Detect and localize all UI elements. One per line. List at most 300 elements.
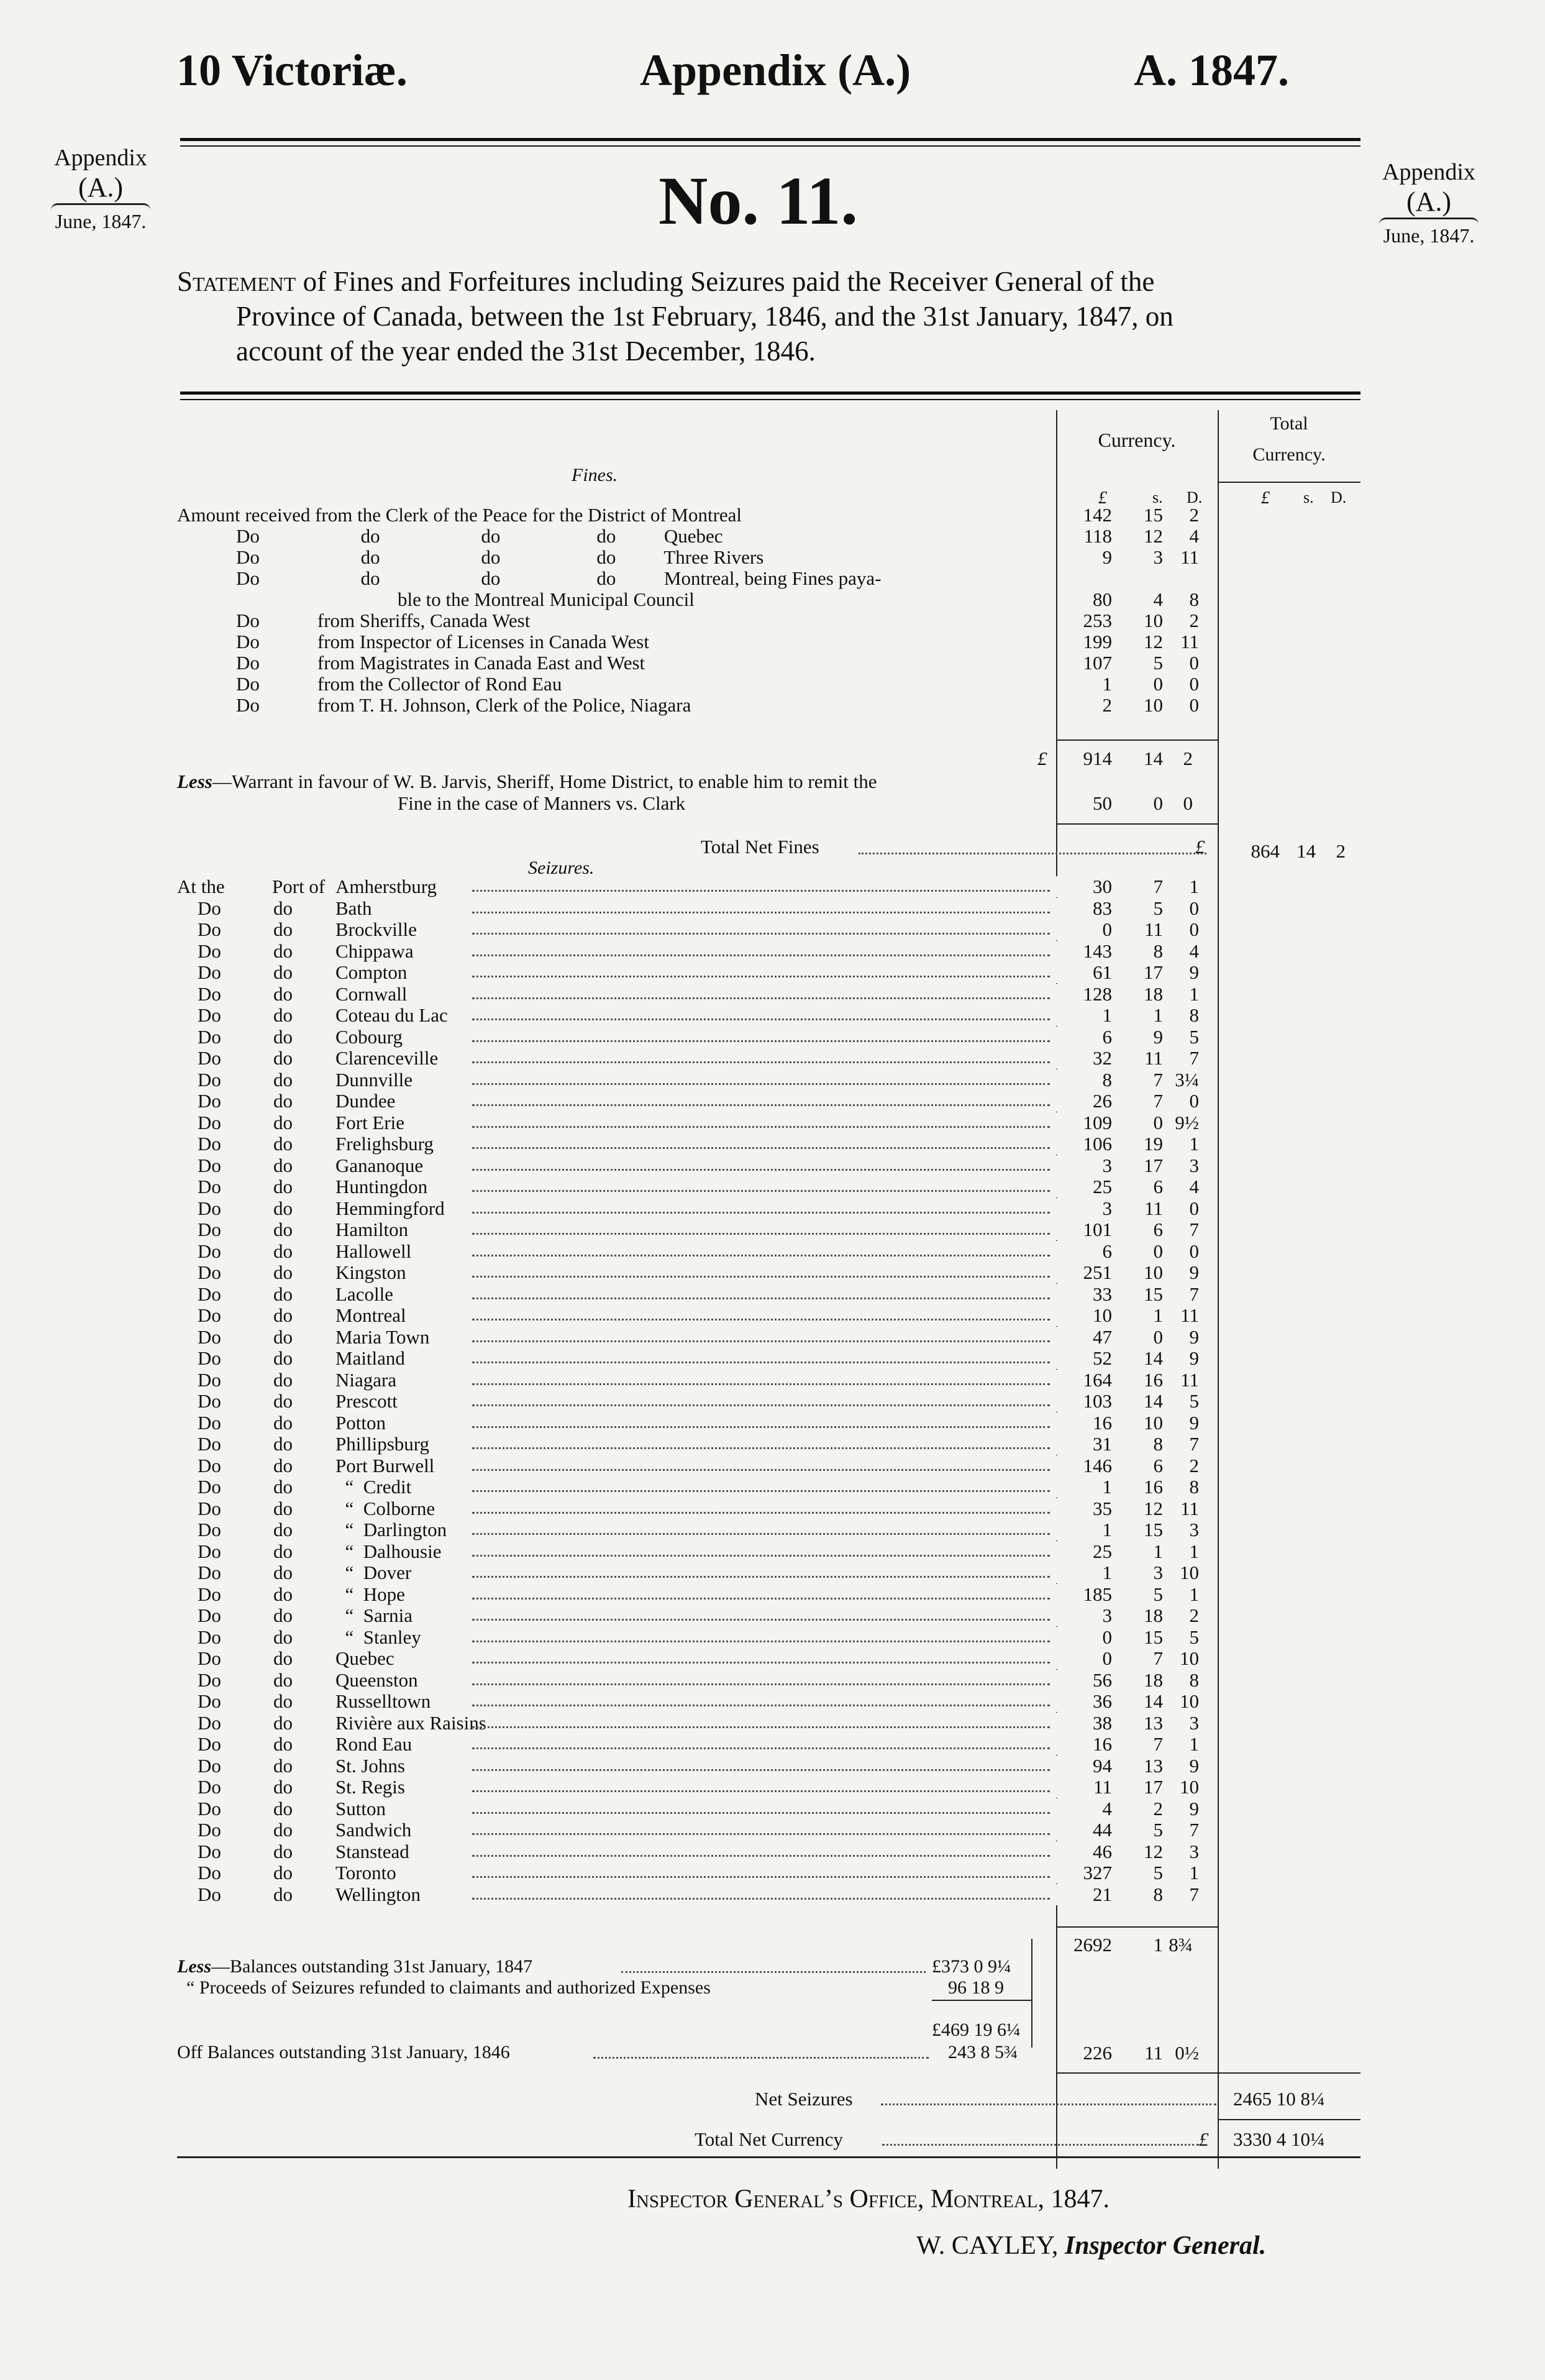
seizure-row-pence: 9 bbox=[1168, 1262, 1199, 1283]
fines-row-pence: 0 bbox=[1189, 652, 1199, 674]
seizure-row-pounds: 0 bbox=[1056, 919, 1112, 940]
seizure-row-port: do bbox=[273, 1498, 293, 1519]
seizure-row bbox=[0, 1862, 1545, 1883]
seizure-row-place: Chippawa bbox=[335, 940, 414, 962]
leader-dots bbox=[472, 1112, 1050, 1128]
seizure-row-prefix: Do bbox=[198, 1433, 221, 1455]
seizure-row-pence: 10 bbox=[1168, 1691, 1199, 1712]
seizure-row-shillings: 13 bbox=[1118, 1755, 1163, 1777]
seizure-row-pounds: 185 bbox=[1056, 1584, 1112, 1605]
seizure-row-pence: 9 bbox=[1168, 1348, 1199, 1369]
seizure-row-pounds: 1 bbox=[1056, 1005, 1112, 1026]
fines-row bbox=[0, 568, 1545, 589]
seizure-row-port: do bbox=[273, 940, 293, 962]
seizure-row bbox=[0, 1327, 1545, 1348]
seizure-row-pounds: 11 bbox=[1056, 1777, 1112, 1798]
seizure-row-prefix: Do bbox=[198, 1176, 221, 1197]
seizure-row-shillings: 9 bbox=[1118, 1027, 1163, 1048]
seizure-row-prefix: Do bbox=[198, 940, 221, 962]
fines-row bbox=[0, 505, 1545, 526]
header-rule bbox=[180, 138, 1360, 141]
seizure-row-prefix: Do bbox=[198, 1690, 221, 1712]
fines-less-pounds: 50 bbox=[1093, 792, 1112, 814]
seizure-row-prefix: Do bbox=[198, 1261, 221, 1283]
leader-dots bbox=[472, 898, 1050, 913]
seizure-row bbox=[0, 1412, 1545, 1434]
seizure-row bbox=[0, 1176, 1545, 1197]
seizure-row-pence: 0 bbox=[1168, 1091, 1199, 1112]
seizure-row-prefix: Do bbox=[198, 1347, 221, 1369]
leader-dots bbox=[472, 1027, 1050, 1042]
leader-dots bbox=[472, 1519, 1050, 1535]
fines-row bbox=[0, 526, 1545, 547]
seizures-refund-amount: 96 18 9 bbox=[948, 1977, 1004, 1998]
fines-net-dots bbox=[859, 853, 1206, 854]
seizure-row-port: do bbox=[273, 983, 293, 1005]
seizure-row-shillings: 0 bbox=[1118, 1327, 1163, 1348]
fines-row-pounds: 9 bbox=[1102, 546, 1112, 568]
seizure-row bbox=[0, 1605, 1545, 1626]
statement-line-1 bbox=[177, 264, 1154, 299]
leader-dots bbox=[472, 1155, 1050, 1171]
seizure-row-pence: 9½ bbox=[1168, 1112, 1199, 1133]
fines-row-shillings: 12 bbox=[1144, 631, 1163, 652]
seizure-row-prefix: Do bbox=[198, 1755, 221, 1777]
seizure-row-pence: 0 bbox=[1168, 919, 1199, 940]
seizure-row-place: Hallowell bbox=[335, 1240, 412, 1262]
seizure-row-port: do bbox=[273, 1669, 293, 1691]
fines-row-shillings: 10 bbox=[1144, 610, 1163, 631]
seizure-row bbox=[0, 1798, 1545, 1819]
seizure-row-place: Phillipsburg bbox=[335, 1433, 430, 1455]
grand-total-dots bbox=[882, 2144, 1199, 2146]
seizure-row-place: Huntingdon bbox=[335, 1176, 428, 1197]
seizure-row-pounds: 103 bbox=[1056, 1391, 1112, 1412]
seizures-less-label: —Balances outstanding 31st January, 1847 bbox=[211, 1956, 533, 1977]
seizures-sum-rule bbox=[932, 2000, 1031, 2001]
seizure-row-prefix: Do bbox=[198, 1369, 221, 1391]
fines-row-shillings: 5 bbox=[1153, 652, 1163, 674]
seizure-row-prefix: Do bbox=[198, 1412, 221, 1434]
leader-dots bbox=[472, 1862, 1050, 1878]
seizure-row-shillings: 15 bbox=[1118, 1627, 1163, 1648]
fines-row-label: Do from T. H. Johnson, Clerk of the Police, Niagara bbox=[236, 694, 691, 716]
seizure-row-pounds: 44 bbox=[1056, 1819, 1112, 1841]
seizures-deduction-shillings: 11 bbox=[1144, 2042, 1163, 2064]
seizure-row-prefix: Do bbox=[198, 1841, 221, 1862]
seizure-row-port: do bbox=[273, 1883, 293, 1905]
fines-row-pence: 11 bbox=[1180, 546, 1199, 568]
fines-row-pounds: 199 bbox=[1083, 631, 1112, 652]
seizure-row-pounds: 46 bbox=[1056, 1841, 1112, 1862]
seizure-row bbox=[0, 984, 1545, 1005]
seizure-row-place: Clarenceville bbox=[335, 1047, 439, 1069]
seizure-row-prefix: Do bbox=[198, 1090, 221, 1112]
seizure-row-pence: 1 bbox=[1168, 1133, 1199, 1155]
leader-dots bbox=[472, 1734, 1050, 1749]
fines-less-line-1 bbox=[177, 771, 877, 793]
fines-row-label: Do do do do Quebec bbox=[236, 525, 723, 547]
seizure-row-pounds: 16 bbox=[1056, 1412, 1112, 1434]
fines-row bbox=[0, 631, 1545, 652]
leader-dots bbox=[472, 1005, 1050, 1020]
seizure-row-pounds: 146 bbox=[1056, 1455, 1112, 1476]
seizure-row-shillings: 19 bbox=[1118, 1133, 1163, 1155]
fines-subtotal-pounds: 914 bbox=[1083, 748, 1112, 769]
seizure-row-pounds: 143 bbox=[1056, 941, 1112, 962]
seizure-row-prefix: Do bbox=[198, 1647, 221, 1669]
seizure-row-place: Quebec bbox=[335, 1647, 394, 1669]
seizure-row-port: do bbox=[273, 1219, 293, 1240]
seizure-row-port: do bbox=[273, 1155, 293, 1176]
seizure-row-shillings: 16 bbox=[1118, 1370, 1163, 1391]
seizure-row-shillings: 5 bbox=[1118, 1819, 1163, 1841]
fines-row-pounds: 253 bbox=[1083, 610, 1112, 631]
seizures-off-dots bbox=[593, 2057, 929, 2059]
seizure-row-shillings: 15 bbox=[1118, 1519, 1163, 1540]
seizure-row-pence: 3 bbox=[1168, 1155, 1199, 1176]
seizure-row-prefix: Do bbox=[198, 1197, 221, 1219]
seizure-row-pounds: 3 bbox=[1056, 1155, 1112, 1176]
less-lead: Less bbox=[177, 1956, 211, 1977]
leader-dots bbox=[472, 1262, 1050, 1278]
seizure-row bbox=[0, 1133, 1545, 1155]
margin-sub: (A.) bbox=[1406, 186, 1452, 217]
seizure-row-pounds: 106 bbox=[1056, 1133, 1112, 1155]
leader-dots bbox=[472, 1348, 1050, 1363]
fines-subtotal-shillings: 14 bbox=[1144, 748, 1163, 769]
seizure-row-shillings: 17 bbox=[1118, 962, 1163, 983]
seizure-row-pence: 8 bbox=[1168, 1005, 1199, 1026]
leader-dots bbox=[472, 1133, 1050, 1149]
seizure-row-shillings: 5 bbox=[1118, 1584, 1163, 1605]
seizure-row bbox=[0, 1541, 1545, 1562]
seizure-row-pounds: 47 bbox=[1056, 1327, 1112, 1348]
seizure-row-pence: 1 bbox=[1168, 1734, 1199, 1755]
seizure-row-pounds: 128 bbox=[1056, 984, 1112, 1005]
seizure-row-pounds: 94 bbox=[1056, 1755, 1112, 1777]
seizure-row bbox=[0, 1562, 1545, 1583]
leader-dots bbox=[472, 1562, 1050, 1578]
seizure-row-place: Montreal bbox=[335, 1304, 406, 1326]
fines-row-pence: 4 bbox=[1189, 525, 1199, 547]
seizure-row-place: Coteau du Lac bbox=[335, 1004, 448, 1026]
seizure-row-port: do bbox=[273, 1712, 293, 1734]
seizure-row-pence: 7 bbox=[1168, 1434, 1199, 1455]
seizures-heading: Seizures. bbox=[528, 858, 595, 878]
seizure-row-pence: 7 bbox=[1168, 1219, 1199, 1240]
seizure-row-pence: 7 bbox=[1168, 1884, 1199, 1905]
fines-net-symbol: £ bbox=[1195, 836, 1205, 858]
seizures-less-line bbox=[177, 1956, 532, 1977]
statement-line-2: Province of Canada, between the 1st February, 1846, and the 31st January, 1847, on bbox=[236, 301, 1174, 332]
seizure-row-port: do bbox=[273, 1069, 293, 1091]
seizure-row-prefix: At the bbox=[177, 876, 225, 897]
seizure-row bbox=[0, 1219, 1545, 1240]
seizure-row-place: Lacolle bbox=[335, 1283, 393, 1305]
seizure-row-pounds: 101 bbox=[1056, 1219, 1112, 1240]
fines-net-shillings: 14 bbox=[1297, 840, 1316, 862]
seizure-row-prefix: Do bbox=[198, 1519, 221, 1540]
seizure-row bbox=[0, 1069, 1545, 1091]
seizure-row-place: Sandwich bbox=[335, 1819, 412, 1841]
seizure-row-shillings: 18 bbox=[1118, 1605, 1163, 1626]
fines-row bbox=[0, 695, 1545, 716]
seizure-row-place: Rivière aux Raisins bbox=[335, 1712, 486, 1734]
margin-label: Appendix bbox=[1382, 159, 1475, 185]
seizure-row-pence: 3¼ bbox=[1168, 1069, 1199, 1091]
seizure-row-place: Queenston bbox=[335, 1669, 418, 1691]
seizure-row-pence: 11 bbox=[1168, 1498, 1199, 1519]
fines-net-pounds: 864 bbox=[1251, 840, 1280, 862]
leader-dots bbox=[472, 962, 1050, 977]
leader-dots bbox=[472, 1370, 1050, 1385]
seizure-row-pence: 1 bbox=[1168, 1862, 1199, 1883]
seizure-row bbox=[0, 1884, 1545, 1905]
margin-note-left bbox=[51, 144, 150, 233]
seizure-row bbox=[0, 1670, 1545, 1691]
seizure-row-prefix: Do bbox=[198, 1562, 221, 1583]
seizure-row-prefix: Do bbox=[198, 1733, 221, 1755]
pence-unit: D. bbox=[1187, 488, 1203, 506]
seizure-row-pence: 5 bbox=[1168, 1027, 1199, 1048]
seizure-row-pence: 3 bbox=[1168, 1841, 1199, 1862]
seizure-row-pounds: 109 bbox=[1056, 1112, 1112, 1133]
seizure-row-port: do bbox=[273, 1455, 293, 1476]
leader-dots bbox=[472, 1584, 1050, 1600]
seizures-off-label: Off Balances outstanding 31st January, 1846 bbox=[177, 2042, 510, 2062]
seizure-row-shillings: 14 bbox=[1118, 1691, 1163, 1712]
seizure-row-pence: 0 bbox=[1168, 1198, 1199, 1219]
seizure-row-pence: 5 bbox=[1168, 1391, 1199, 1412]
seizure-row-port: do bbox=[273, 1562, 293, 1583]
fines-row-pounds: 107 bbox=[1083, 652, 1112, 674]
margin-label: Appendix bbox=[54, 145, 147, 171]
seizure-row-port: do bbox=[273, 1776, 293, 1798]
fines-subtotal-rule bbox=[1056, 739, 1218, 741]
seizure-row-place: “ Hope bbox=[335, 1583, 405, 1605]
seizure-row-pounds: 8 bbox=[1056, 1069, 1112, 1091]
seizure-row-place: St. Johns bbox=[335, 1755, 405, 1777]
fines-net-rule bbox=[1056, 823, 1218, 825]
margin-note-right bbox=[1379, 158, 1479, 247]
seizure-row-pounds: 1 bbox=[1056, 1562, 1112, 1583]
fines-row-shillings: 0 bbox=[1153, 673, 1163, 695]
seizure-row-place: St. Regis bbox=[335, 1776, 405, 1798]
seizure-row-pence: 7 bbox=[1168, 1048, 1199, 1069]
seizure-row-place: Maitland bbox=[335, 1347, 405, 1369]
seizure-row-port: do bbox=[273, 1583, 293, 1605]
leader-dots bbox=[472, 1884, 1050, 1900]
office-line: Inspector General’s Office, Montreal, 1847. bbox=[627, 2185, 1110, 2213]
seizure-row-port: do bbox=[273, 1090, 293, 1112]
currency-column-header: Currency. bbox=[1098, 429, 1176, 451]
seizure-row-shillings: 7 bbox=[1118, 1648, 1163, 1669]
seizure-row-shillings: 11 bbox=[1118, 919, 1163, 940]
fines-row-pence: 11 bbox=[1180, 631, 1199, 652]
leader-dots bbox=[472, 1541, 1050, 1557]
seizure-row-pounds: 38 bbox=[1056, 1713, 1112, 1734]
fines-row-pence: 8 bbox=[1189, 588, 1199, 610]
seizure-row-pounds: 30 bbox=[1056, 876, 1112, 897]
seizure-row-pounds: 6 bbox=[1056, 1241, 1112, 1262]
seizure-row-port: do bbox=[273, 1733, 293, 1755]
seizure-row-shillings: 7 bbox=[1118, 876, 1163, 897]
seizure-row-prefix: Do bbox=[198, 1540, 221, 1562]
seizure-row bbox=[0, 1691, 1545, 1712]
fines-row-pence: 2 bbox=[1189, 504, 1199, 526]
seizures-less-amount: £373 0 9¼ bbox=[932, 1956, 1011, 1977]
seizure-row-pence: 2 bbox=[1168, 1605, 1199, 1626]
leader-dots bbox=[472, 1605, 1050, 1621]
seizure-row bbox=[0, 1241, 1545, 1262]
leader-dots bbox=[472, 941, 1050, 956]
statement-lead: Statement bbox=[177, 266, 296, 297]
seizure-row-shillings: 5 bbox=[1118, 1862, 1163, 1883]
pound-unit: £ bbox=[1261, 488, 1270, 508]
seizure-row bbox=[0, 1262, 1545, 1283]
seizure-row-prefix: Do bbox=[198, 1069, 221, 1091]
seizure-row-shillings: 1 bbox=[1118, 1305, 1163, 1326]
seizure-row bbox=[0, 1005, 1545, 1026]
seizure-row-prefix: Do bbox=[198, 1304, 221, 1326]
seizures-sum-amount: £469 19 6¼ bbox=[932, 2020, 1021, 2040]
seizure-row-shillings: 14 bbox=[1118, 1391, 1163, 1412]
seizure-row-prefix: Do bbox=[198, 1240, 221, 1262]
seizure-row-pence: 11 bbox=[1168, 1305, 1199, 1326]
seizure-row-pounds: 83 bbox=[1056, 898, 1112, 919]
seizure-row-prefix: Do bbox=[198, 983, 221, 1005]
leader-dots bbox=[472, 1176, 1050, 1192]
seizure-row-place: Sutton bbox=[335, 1798, 386, 1819]
fines-row-pounds: 118 bbox=[1083, 525, 1112, 547]
seizure-row-prefix: Do bbox=[198, 1819, 221, 1841]
seizures-gross-rule bbox=[1056, 1926, 1218, 1928]
seizure-row bbox=[0, 1455, 1545, 1476]
shilling-unit: s. bbox=[1303, 488, 1314, 506]
seizure-row-pence: 9 bbox=[1168, 962, 1199, 983]
seizure-row-place: “ Dalhousie bbox=[335, 1540, 442, 1562]
fines-row-shillings: 15 bbox=[1144, 504, 1163, 526]
seizure-row bbox=[0, 1713, 1545, 1734]
signature-title: Inspector General. bbox=[1064, 2231, 1267, 2260]
seizure-row-pence: 8 bbox=[1168, 1476, 1199, 1498]
signature-line bbox=[916, 2231, 1266, 2261]
seizure-row bbox=[0, 1476, 1545, 1498]
seizure-row bbox=[0, 1648, 1545, 1669]
seizure-row-port: do bbox=[273, 1240, 293, 1262]
fines-subtotal-symbol: £ bbox=[1037, 748, 1047, 769]
seizure-row-pounds: 61 bbox=[1056, 962, 1112, 983]
seizure-row-pence: 9 bbox=[1168, 1412, 1199, 1434]
leader-dots bbox=[472, 1091, 1050, 1106]
seizure-row-port: do bbox=[273, 1326, 293, 1348]
seizure-row-shillings: 1 bbox=[1118, 1005, 1163, 1026]
seizure-row-place: Dundee bbox=[335, 1090, 396, 1112]
table-top-rule-thin bbox=[180, 399, 1360, 400]
leader-dots bbox=[472, 1412, 1050, 1428]
seizure-row-pence: 1 bbox=[1168, 1541, 1199, 1562]
leader-dots bbox=[472, 1198, 1050, 1214]
fines-row-label: Amount received from the Clerk of the Peace for the District of Montreal bbox=[177, 504, 742, 526]
seizure-row-port: do bbox=[273, 1755, 293, 1777]
seizure-row-place: “ Colborne bbox=[335, 1498, 435, 1519]
seizures-gross-pence: 8¾ bbox=[1169, 1934, 1193, 1956]
seizure-row-port: do bbox=[273, 1690, 293, 1712]
seizure-row-place: “ Dover bbox=[335, 1562, 412, 1583]
seizure-row-place: Bath bbox=[335, 897, 372, 919]
seizure-row-pounds: 6 bbox=[1056, 1027, 1112, 1048]
seizure-row-place: “ Stanley bbox=[335, 1626, 421, 1648]
header-center: Appendix (A.) bbox=[640, 45, 911, 95]
seizure-row bbox=[0, 1048, 1545, 1069]
seizure-row-port: do bbox=[273, 1647, 293, 1669]
net-seizures-total: 2465 10 8¼ bbox=[1233, 2088, 1325, 2110]
seizure-row-place: Maria Town bbox=[335, 1326, 430, 1348]
shilling-unit: s. bbox=[1152, 488, 1163, 506]
net-seizures-rule bbox=[1056, 2072, 1360, 2074]
seizure-row-shillings: 8 bbox=[1118, 1884, 1163, 1905]
seizure-row-port: do bbox=[273, 1390, 293, 1412]
seizure-row-port: do bbox=[273, 1412, 293, 1434]
seizure-row-pounds: 32 bbox=[1056, 1048, 1112, 1069]
seizure-row bbox=[0, 1755, 1545, 1777]
leader-dots bbox=[472, 1670, 1050, 1685]
seizure-row-port: do bbox=[273, 1476, 293, 1498]
seizure-row bbox=[0, 1434, 1545, 1455]
seizure-row bbox=[0, 1091, 1545, 1112]
seizure-row-prefix: Do bbox=[198, 918, 221, 940]
seizures-deduction-pence: 0½ bbox=[1175, 2042, 1199, 2064]
seizure-row-pounds: 16 bbox=[1056, 1734, 1112, 1755]
seizure-row-pounds: 4 bbox=[1056, 1798, 1112, 1819]
leader-dots bbox=[472, 1048, 1050, 1063]
seizure-row-shillings: 0 bbox=[1118, 1112, 1163, 1133]
seizure-row-pounds: 36 bbox=[1056, 1691, 1112, 1712]
seizure-row bbox=[0, 1391, 1545, 1412]
leader-dots bbox=[472, 1241, 1050, 1256]
seizure-row-shillings: 18 bbox=[1118, 1670, 1163, 1691]
seizure-row-prefix: Do bbox=[198, 1669, 221, 1691]
seizure-row-port: do bbox=[273, 1540, 293, 1562]
seizure-row-place: Cornwall bbox=[335, 983, 408, 1005]
seizure-row-pence: 9 bbox=[1168, 1798, 1199, 1819]
total-header-rule bbox=[1218, 482, 1360, 483]
seizure-row bbox=[0, 1112, 1545, 1133]
seizure-row-shillings: 10 bbox=[1118, 1412, 1163, 1434]
statement-line-3: account of the year ended the 31st December, 1846. bbox=[236, 336, 816, 367]
seizure-row-prefix: Do bbox=[198, 1583, 221, 1605]
seizure-row bbox=[0, 1155, 1545, 1176]
seizure-row-shillings: 12 bbox=[1118, 1841, 1163, 1862]
fines-subtotal-pence: 2 bbox=[1183, 748, 1193, 769]
seizure-row-shillings: 3 bbox=[1118, 1562, 1163, 1583]
seizure-row-prefix: Do bbox=[198, 1498, 221, 1519]
seizure-row-shillings: 2 bbox=[1118, 1798, 1163, 1819]
leader-dots bbox=[472, 1841, 1050, 1857]
seizure-row-pounds: 10 bbox=[1056, 1305, 1112, 1326]
pound-unit: £ bbox=[1098, 488, 1107, 508]
seizure-row bbox=[0, 1819, 1545, 1841]
fines-row-label: Do from the Collector of Rond Eau bbox=[236, 673, 562, 695]
seizure-row bbox=[0, 1348, 1545, 1369]
fines-net-label: Total Net Fines bbox=[701, 836, 819, 858]
fines-row-label: Do from Inspector of Licenses in Canada West bbox=[236, 631, 649, 652]
seizure-row-shillings: 7 bbox=[1118, 1091, 1163, 1112]
seizure-row-prefix: Do bbox=[198, 1476, 221, 1498]
total-column-header: Total bbox=[1270, 413, 1308, 434]
seizure-row-pence: 8 bbox=[1168, 1670, 1199, 1691]
